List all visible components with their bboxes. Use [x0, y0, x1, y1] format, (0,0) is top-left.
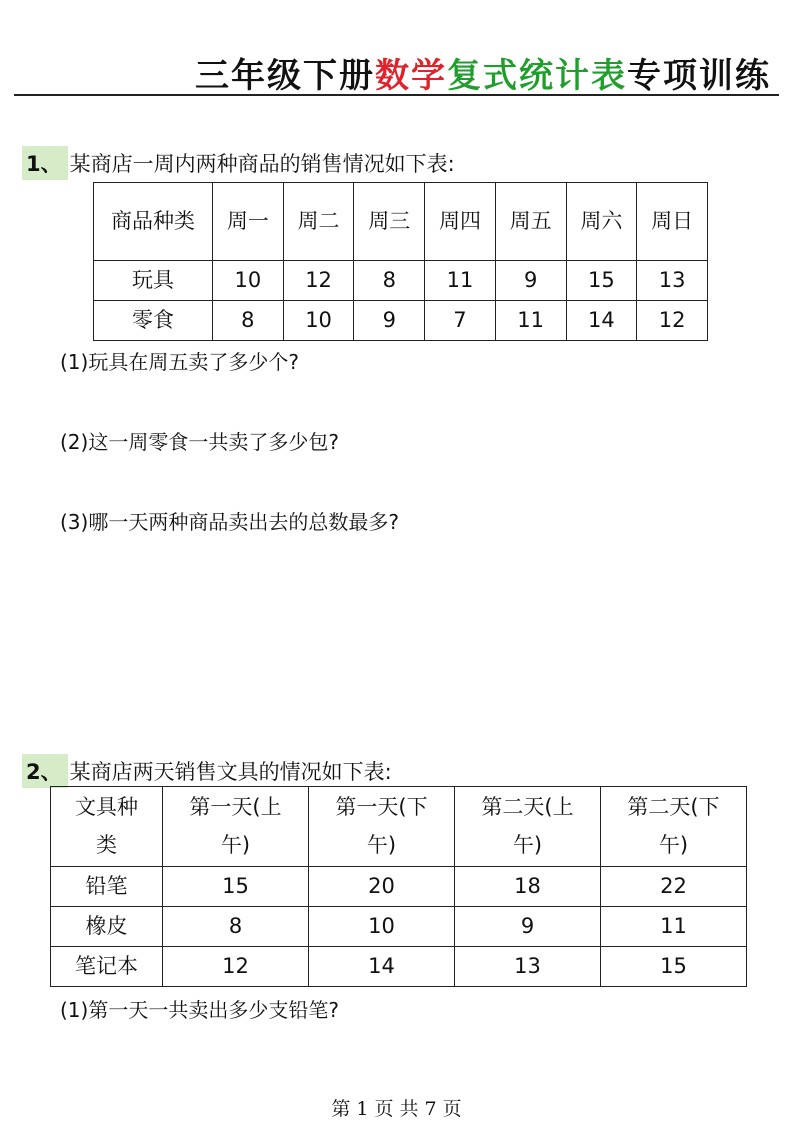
table-cell: 12	[163, 947, 309, 987]
table-cell: 9	[495, 261, 566, 301]
question-2-text: 某商店两天销售文具的情况如下表:	[69, 760, 392, 784]
table-cell: 8	[163, 907, 309, 947]
table-header-cell: 周一	[213, 183, 284, 261]
table-cell: 9	[354, 301, 425, 341]
table-cell: 12	[637, 301, 708, 341]
table-header-cell: 周三	[354, 183, 425, 261]
table-row-label: 玩具	[94, 261, 213, 301]
question-2-heading	[22, 754, 392, 788]
question-1-number: 1、	[22, 146, 68, 180]
table-row	[51, 907, 747, 947]
question-2-table	[50, 786, 747, 987]
table-header-cell: 第二天(下午)	[601, 787, 747, 867]
table-cell: 18	[455, 867, 601, 907]
table-header-cell: 第一天(下午)	[309, 787, 455, 867]
table-header-row	[51, 787, 747, 867]
table-header-cell: 周二	[283, 183, 354, 261]
table-header-cell: 周六	[566, 183, 637, 261]
table-row	[51, 867, 747, 907]
table-row	[94, 301, 708, 341]
table-corner-cell: 文具种类	[51, 787, 163, 867]
question-1-heading	[22, 146, 455, 180]
title-part-topic: 复式统计表	[447, 56, 627, 96]
title-part-training: 专项训练	[627, 56, 771, 96]
table-cell: 13	[455, 947, 601, 987]
question-1-table	[93, 182, 708, 341]
table-cell: 12	[283, 261, 354, 301]
table-cell: 22	[601, 867, 747, 907]
title-divider	[14, 94, 779, 96]
table-cell: 7	[425, 301, 496, 341]
table-cell: 11	[601, 907, 747, 947]
table-cell: 10	[283, 301, 354, 341]
table-cell: 9	[455, 907, 601, 947]
table-cell: 11	[495, 301, 566, 341]
table-row-label: 零食	[94, 301, 213, 341]
table-header-cell: 第一天(上午)	[163, 787, 309, 867]
page-title	[195, 48, 771, 97]
table-cell: 15	[163, 867, 309, 907]
table-cell: 20	[309, 867, 455, 907]
table-header-cell: 周四	[425, 183, 496, 261]
question-1-text: 某商店一周内两种商品的销售情况如下表:	[69, 152, 455, 176]
table-header-cell: 周日	[637, 183, 708, 261]
page-number: 第 1 页 共 7 页	[331, 1098, 462, 1120]
table-header-row	[94, 183, 708, 261]
table-cell: 14	[566, 301, 637, 341]
table-header-cell: 第二天(上午)	[455, 787, 601, 867]
table-cell: 8	[213, 301, 284, 341]
question-2-number: 2、	[22, 754, 68, 788]
table-row-label: 橡皮	[51, 907, 163, 947]
table-corner-cell: 商品种类	[94, 183, 213, 261]
table-row	[51, 947, 747, 987]
question-1-part-3: (3)哪一天两种商品卖出去的总数最多?	[60, 510, 399, 534]
table-row-label: 笔记本	[51, 947, 163, 987]
table-header-cell: 周五	[495, 183, 566, 261]
question-1-part-1: (1)玩具在周五卖了多少个?	[60, 350, 299, 374]
title-part-math: 数学	[375, 56, 447, 96]
table-row	[94, 261, 708, 301]
title-part-grade: 三年级下册	[195, 56, 375, 96]
table-cell: 15	[566, 261, 637, 301]
table-cell: 10	[213, 261, 284, 301]
table-cell: 11	[425, 261, 496, 301]
question-1-part-2: (2)这一周零食一共卖了多少包?	[60, 430, 339, 454]
table-cell: 10	[309, 907, 455, 947]
table-cell: 13	[637, 261, 708, 301]
table-cell: 15	[601, 947, 747, 987]
table-cell: 8	[354, 261, 425, 301]
question-2-part-1: (1)第一天一共卖出多少支铅笔?	[60, 998, 339, 1022]
table-row-label: 铅笔	[51, 867, 163, 907]
table-cell: 14	[309, 947, 455, 987]
